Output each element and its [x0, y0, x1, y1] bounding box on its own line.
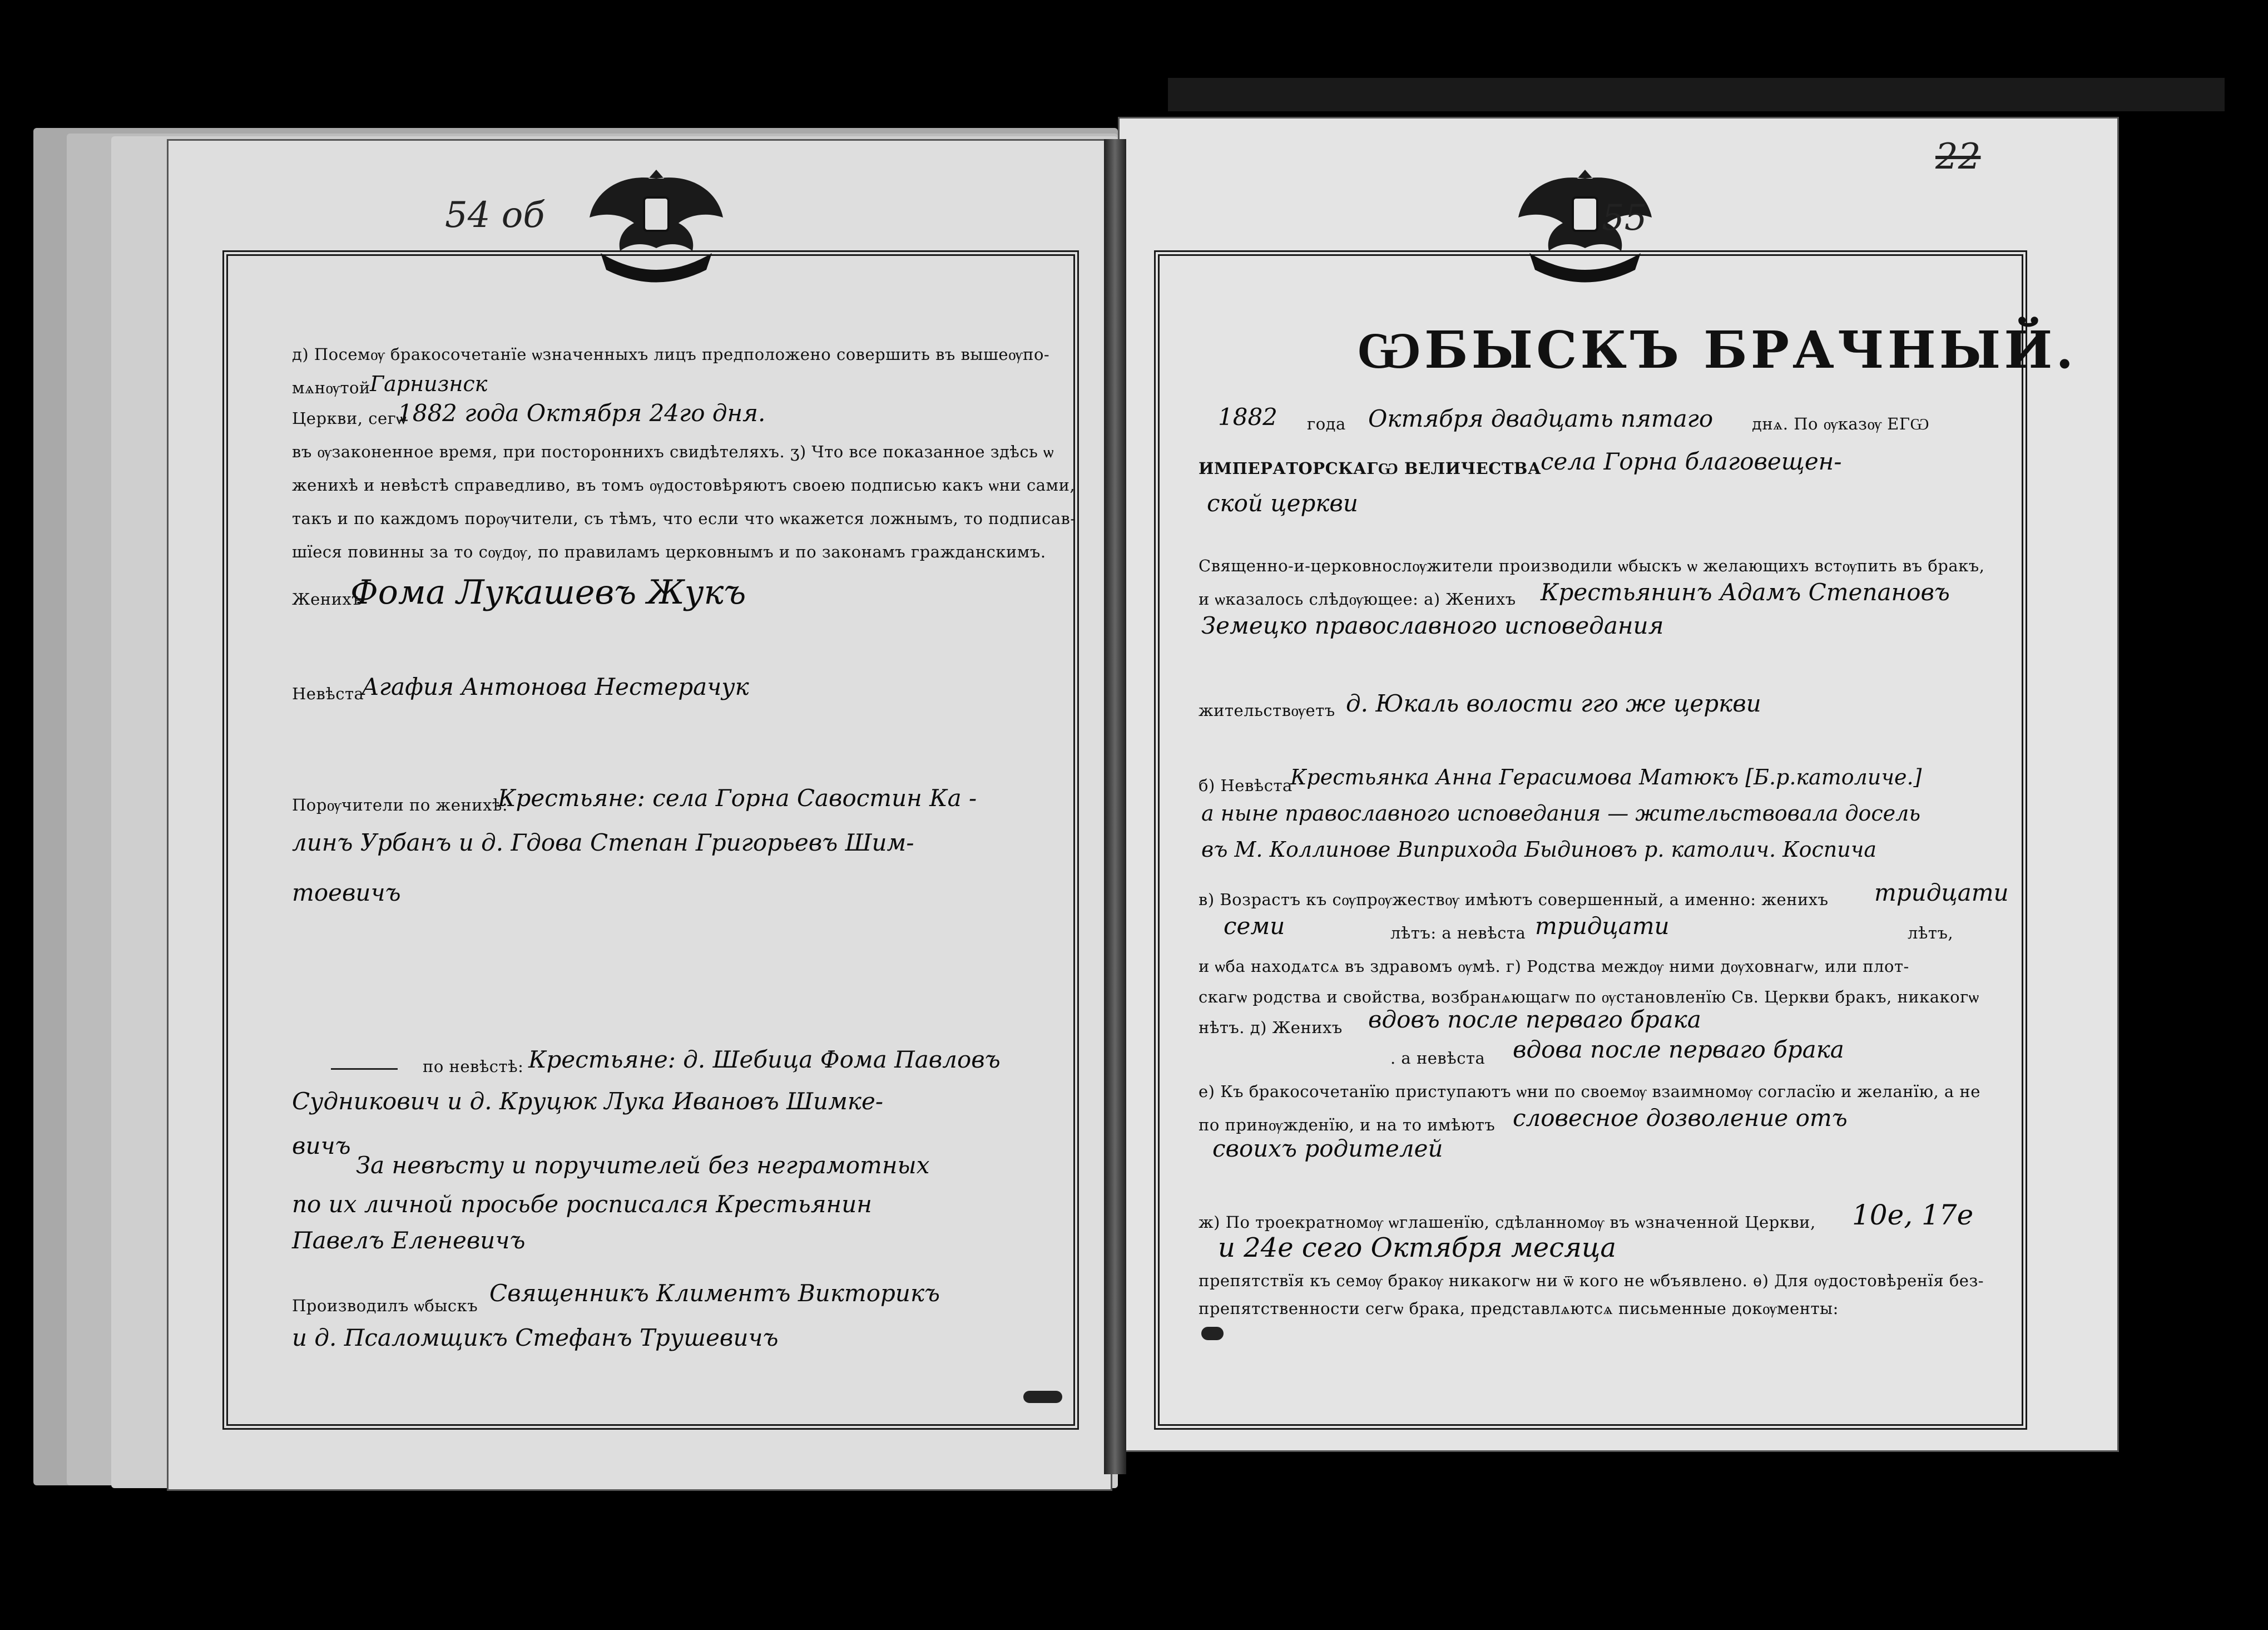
guarantors-groom-label: Порѹчители по женихѣ: [292, 796, 508, 814]
left-note-hand-1: За невѣсту и поручителей без неграмотных [356, 1152, 930, 1179]
left-paragraph-d-line3-hand: 1882 года Октября 24го дня. [398, 399, 766, 427]
right-line18-hand: словесное дозволение отъ [1513, 1104, 1848, 1132]
right-line16-hand: вдова после перваго брака [1513, 1036, 1844, 1063]
right-line1-date: Октября двадцать пятаго [1368, 405, 1714, 432]
right-line8-print: б) Невѣста [1199, 776, 1293, 795]
guarantors-bride-dash [331, 1068, 398, 1070]
double-headed-eagle-emblem-left [584, 159, 729, 287]
right-line5-hand: Крестьянинъ Адамъ Степановъ [1541, 579, 1950, 606]
right-line5-print: и ѡказалось слѣдѹющее: а) Женихъ [1199, 590, 1516, 609]
guarantors-groom-hand-2: линъ Урбанъ и д. Гдова Степан Григорьевъ Шим- [292, 829, 914, 856]
right-line15-print: нѣтъ. д) Женихъ [1199, 1018, 1343, 1037]
guarantors-bride-hand-3: вичъ [292, 1132, 351, 1159]
conducted-label: Производилъ ѡбыскъ [292, 1296, 478, 1315]
right-line12-hand-a: семи [1224, 912, 1285, 940]
left-paragraph-d-line5: женихѣ и невѣстѣ справедливо, въ томъ ѹдостовѣряютъ своею подписью какъ ѡни сами, [292, 476, 1076, 495]
guarantors-groom-hand-3: тоевичъ [292, 879, 401, 906]
right-line21-hand: и 24е сего Октября месяца [1218, 1232, 1616, 1263]
left-paragraph-d-line4: въ ѹзаконенное время, при постороннихъ свидѣтеляхъ. ʒ) Что все показанное здѣсь ѡ [292, 442, 1054, 461]
conducted-hand-2: и д. Псаломщикъ Стефанъ Трушевичъ [292, 1324, 779, 1351]
left-note-hand-3: Павелъ Еленевичъ [292, 1227, 526, 1254]
right-line1-print-a: года [1307, 414, 1346, 433]
document-title: ѠБЫСКЪ БРАЧНЫЙ. [1357, 320, 2077, 380]
right-line18-print: по принѹжденїю, и на то имѣютъ [1199, 1115, 1496, 1134]
scan-shadow [1168, 78, 2225, 111]
guarantors-groom-hand-1: Крестьяне: села Горна Савостин Ка - [498, 784, 977, 812]
groom-label: Женихъ [292, 590, 363, 609]
right-line11-print: в) Возрастъ къ сѹпрѹжествѹ имѣютъ совершенный, а именно: женихъ [1199, 890, 1829, 909]
book-spine [1104, 139, 1126, 1474]
bride-signature: Агафия Антонова Нестерачук [362, 673, 749, 700]
right-line7-hand: д. Юкаль волости гго же церкви [1346, 690, 1761, 717]
right-line22-print: препятствїя къ семѹ бракѹ никакогѡ ни ѿ кого не ѡбъявлено. ѳ) Для ѹдостовѣренїя без- [1199, 1271, 1984, 1290]
right-line2-print: ИМПЕРАТОРСКАГѠ ВЕЛИЧЕСТВА [1199, 459, 1542, 478]
ink-mark-right [1201, 1327, 1224, 1340]
ink-mark-left-bottom [1023, 1391, 1062, 1403]
right-page-number: 55 [1602, 197, 1647, 239]
bride-label: Невѣста [292, 684, 364, 703]
right-line12-print-a: лѣтъ: а невѣста [1390, 923, 1526, 942]
guarantors-bride-hand-2: Судникович и д. Круцюк Лука Ивановъ Шимке- [292, 1088, 884, 1115]
right-line20-hand: 10е, 17е [1852, 1199, 1974, 1231]
right-line16-print: . а невѣста [1390, 1049, 1485, 1068]
right-line23-print: препятственности сегѡ брака, представлѧютсѧ письменные докѹменты: [1199, 1299, 1839, 1318]
left-paragraph-d-line7: шїеся повинны за то сѹдѹ, по правиламъ церковнымъ и по законамъ гражданскимъ. [292, 542, 1046, 561]
right-line15-hand: вдовъ после перваго брака [1368, 1006, 1701, 1033]
right-line4-print: Священно-и-церковнослѹжители производили ѡбыскъ ѡ желающихъ встѹпить въ бракъ, [1199, 556, 1985, 575]
left-paragraph-d-line2-print: мѧнѹтой [292, 378, 370, 397]
right-line11-hand: тридцати [1874, 879, 2009, 906]
right-corner-number: 22 [1935, 136, 1981, 177]
guarantors-bride-label: по невѣстѣ: [423, 1057, 524, 1076]
right-line17-print: е) Къ бракосочетанїю приступаютъ ѡни по своемѹ взаимномѹ согласїю и желанїю, а не [1199, 1082, 1980, 1101]
left-note-hand-2: по их личной просьбе росписался Крестьянин [292, 1191, 872, 1218]
guarantors-bride-hand-1: Крестьяне: д. Шебица Фома Павловъ [528, 1046, 1001, 1073]
right-line19-hand: своихъ родителей [1212, 1135, 1443, 1162]
right-line20-print: ж) По троекратномѹ ѡглашенїю, сдѣланномѹ въ ѡзначенной Церкви, [1199, 1213, 1816, 1232]
left-page-number: 54 об [445, 195, 545, 236]
right-line13-print: и ѡба находѧтсѧ въ здравомъ ѹмѣ. г) Родства междѹ ними дѹховнагѡ, или плот- [1199, 957, 1909, 976]
right-line2-hand: села Горна благовещен- [1541, 448, 1842, 475]
right-line14-print: скагѡ родства и свойства, возбранѧющагѡ по ѹстановленїю Св. Церкви бракъ, никакогѡ [1199, 987, 1979, 1006]
right-line1-print-b: днѧ. По ѹказѹ ЕГѠ [1752, 414, 1930, 433]
right-line12-print-b: лѣтъ, [1908, 923, 1954, 942]
left-paragraph-d-line2-hand: Гарнизнск [370, 372, 488, 396]
conducted-hand-1: Священникъ Климентъ Викторикъ [489, 1280, 940, 1307]
groom-signature: Фома Лукашевъ Жукъ [350, 573, 746, 612]
right-line8-hand: Крестьянка Анна Герасимова Матюкъ [Б.р.католиче.] [1290, 765, 1922, 789]
right-line9-hand: а ныне православного исповедания — жительствовала досель [1201, 801, 1921, 826]
right-line12-hand-b: тридцати [1535, 912, 1670, 940]
right-line6-hand: Земецко православного исповедания [1201, 612, 1664, 639]
left-paragraph-d-line6: такъ и по каждомъ порѹчители, съ тѣмъ, что если что ѡкажется ложнымъ, то подписав- [292, 509, 1076, 528]
right-line1-year: 1882 [1218, 403, 1277, 431]
left-paragraph-d-line3-print: Церкви, сегѡ [292, 409, 407, 428]
right-line3-hand: ской церкви [1207, 490, 1358, 517]
right-line10-hand: въ М. Коллинове Виприхода Быдиновъ р. католич. Коспича [1201, 837, 1877, 862]
left-paragraph-d-line1: д) Посемѹ бракосочетанїе ѡзначенныхъ лицъ предположено совершить въ вышеѹпо- [292, 345, 1050, 364]
right-line7-print: жительствѹетъ [1199, 701, 1335, 720]
